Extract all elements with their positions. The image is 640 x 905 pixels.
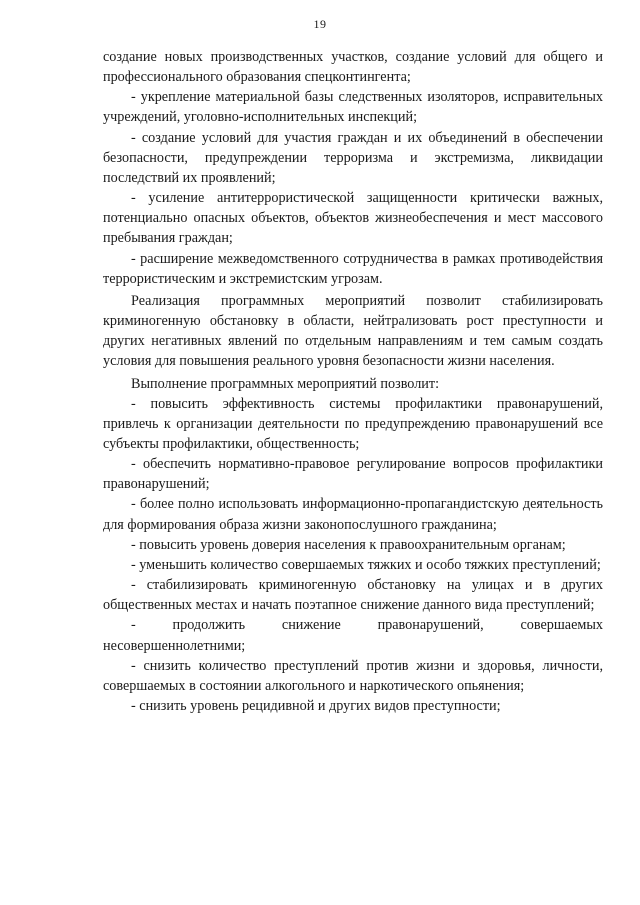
paragraph: - более полно использовать информационно-пропагандистскую деятельность для формирования образа жизни законопослушного гражданина; (103, 496, 603, 533)
paragraph: - снизить уровень рецидивной и других видов преступности; (131, 698, 501, 714)
paragraph: - уменьшить количество совершаемых тяжких и особо тяжких преступлений; (131, 556, 601, 573)
paragraph: - создание условий для участия граждан и их объединений в обеспечении безопасности, предупреждении терроризма и экстремизма, ликвидации последствий их проявлений; (103, 129, 603, 186)
paragraph: - обеспечить нормативно-правовое регулирование вопросов профилактики правонарушений; (103, 456, 603, 493)
document-body (103, 47, 603, 716)
paragraph: - стабилизировать криминогенную обстановку на улицах и в других общественных местах и начать поэтапное снижение данного вида преступлений; (103, 577, 603, 614)
paragraph: - укрепление материальной базы следственных изоляторов, исправительных учреждений, уголовно-исполнительных инспекций; (103, 89, 603, 126)
paragraph: - усиление антитеррористической защищенности критически важных, потенциально опасных объектов, объектов жизнеобеспечения и мест массового пребывания граждан; (103, 190, 603, 247)
paragraph: - расширение межведомственного сотрудничества в рамках противодействия террористическим и экстремистским угрозам. (103, 250, 603, 287)
paragraph: создание новых производственных участков, создание условий для общего и профессионального образования спецконтингента; (103, 49, 603, 86)
paragraph: - повысить эффективность системы профилактики правонарушений, привлечь к организации деятельности по предупреждению правонарушений все субъекты профилактики, общественность; (103, 395, 603, 452)
paragraph: - снизить количество преступлений против жизни и здоровья, личности, совершаемых в состоянии алкогольного и наркотического опьянения; (103, 657, 603, 694)
paragraph: Реализация программных мероприятий позволит стабилизировать криминогенную обстановку в области, нейтрализовать рост преступности и других негативных явлений по отдельным направлениям и тем самым создать условия для повышения реального уровня безопасности жизни населения. (103, 292, 603, 370)
page-number: 19 (313, 17, 327, 31)
paragraph: - повысить уровень доверия населения к правоохранительным органам; (131, 536, 566, 553)
paragraph: - продолжить снижение правонарушений, совершаемых несовершеннолетними; (103, 617, 603, 654)
paragraph: Выполнение программных мероприятий позволит: (131, 375, 440, 392)
